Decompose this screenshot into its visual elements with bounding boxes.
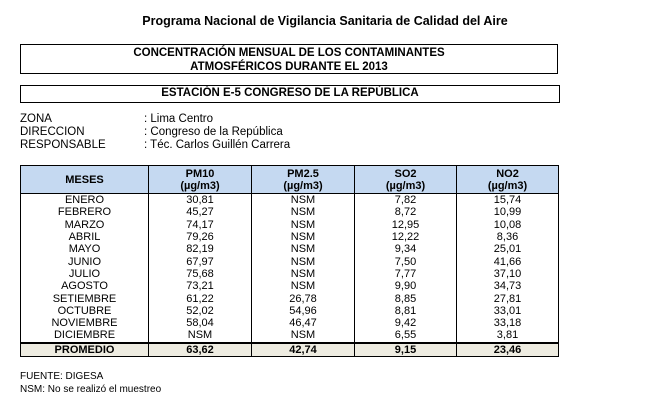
table-row	[21, 206, 559, 218]
cell-pm25: NSM	[252, 329, 355, 342]
cell-month: ABRIL	[21, 231, 149, 243]
cell-month: MAYO	[21, 243, 149, 255]
station-title: ESTACIÓN E-5 CONGRESO DE LA REPÚBLICA	[20, 85, 560, 103]
table-row	[21, 219, 559, 231]
cell-pm10: 58,04	[149, 317, 252, 329]
cell-pm10: 67,97	[149, 255, 252, 267]
cell-pm10: 73,21	[149, 280, 252, 292]
cell-month: FEBRERO	[21, 206, 149, 218]
table-row	[21, 292, 559, 304]
info-label: ZONA	[20, 113, 52, 125]
concentration-table	[20, 165, 559, 357]
info-value: : Téc. Carlos Guillén Carrera	[144, 139, 291, 151]
cell-pm10: 45,27	[149, 206, 252, 218]
footer-source: FUENTE: DIGESA	[20, 371, 104, 382]
info-row-zona	[20, 113, 290, 126]
cell-pm25: NSM	[252, 219, 355, 231]
cell-pm25: NSM	[252, 231, 355, 243]
cell-pm25: NSM	[252, 243, 355, 255]
cell-no2: 10,99	[457, 206, 559, 218]
report-title-box	[20, 44, 558, 74]
cell-month: DICIEMBRE	[21, 329, 149, 342]
table-total-row	[21, 343, 559, 357]
table-row	[21, 317, 559, 329]
table-row	[21, 231, 559, 243]
header-pm25: PM2.5 (µg/m3)	[252, 166, 355, 194]
cell-month: OCTUBRE	[21, 305, 149, 317]
table-row	[21, 280, 559, 292]
cell-no2: 37,10	[457, 268, 559, 280]
cell-month: JULIO	[21, 268, 149, 280]
footer-note: NSM: No se realizó el muestreo	[20, 384, 162, 395]
cell-month: SETIEMBRE	[21, 292, 149, 304]
cell-pm10: 74,17	[149, 219, 252, 231]
total-pm10: 63,62	[149, 343, 252, 357]
report-title-line1: CONCENTRACIÓN MENSUAL DE LOS CONTAMINANTES	[133, 47, 445, 59]
cell-so2: 9,90	[355, 280, 457, 292]
info-label: RESPONSABLE	[20, 139, 106, 151]
cell-no2: 25,01	[457, 243, 559, 255]
cell-pm10: 30,81	[149, 194, 252, 207]
cell-month: JUNIO	[21, 255, 149, 267]
total-no2: 23,46	[457, 343, 559, 357]
cell-pm25: NSM	[252, 206, 355, 218]
total-month: PROMEDIO	[21, 343, 149, 357]
cell-month: MARZO	[21, 219, 149, 231]
cell-so2: 12,95	[355, 219, 457, 231]
cell-no2: 15,74	[457, 194, 559, 207]
table-row	[21, 194, 559, 207]
header-no2: NO2 (µg/m3)	[457, 166, 559, 194]
cell-pm25: 46,47	[252, 317, 355, 329]
cell-no2: 10,08	[457, 219, 559, 231]
report-title-line2: ATMOSFÉRICOS DURANTE EL 2013	[190, 61, 388, 73]
total-pm25: 42,74	[252, 343, 355, 357]
cell-pm25: 26,78	[252, 292, 355, 304]
cell-pm10: 52,02	[149, 305, 252, 317]
station-info	[20, 113, 290, 152]
cell-pm10: 61,22	[149, 292, 252, 304]
cell-so2: 9,34	[355, 243, 457, 255]
info-row-responsable	[20, 139, 290, 152]
cell-no2: 3,81	[457, 329, 559, 342]
info-value: : Congreso de la República	[144, 126, 283, 138]
cell-so2: 8,72	[355, 206, 457, 218]
info-row-direccion	[20, 126, 290, 139]
cell-month: ENERO	[21, 194, 149, 207]
cell-pm10: 82,19	[149, 243, 252, 255]
cell-so2: 7,82	[355, 194, 457, 207]
cell-pm25: 54,96	[252, 305, 355, 317]
cell-pm25: NSM	[252, 268, 355, 280]
cell-so2: 12,22	[355, 231, 457, 243]
program-title: Programa Nacional de Vigilancia Sanitaria de Calidad del Aire	[142, 14, 508, 28]
table-row	[21, 243, 559, 255]
cell-no2: 34,73	[457, 280, 559, 292]
info-label: DIRECCION	[20, 126, 85, 138]
cell-so2: 8,81	[355, 305, 457, 317]
info-value: : Lima Centro	[144, 113, 214, 125]
table-row	[21, 305, 559, 317]
cell-no2: 33,18	[457, 317, 559, 329]
cell-month: NOVIEMBRE	[21, 317, 149, 329]
cell-no2: 41,66	[457, 255, 559, 267]
table-row	[21, 255, 559, 267]
cell-pm10: NSM	[149, 329, 252, 342]
cell-so2: 8,85	[355, 292, 457, 304]
header-pm10: PM10 (µg/m3)	[149, 166, 252, 194]
cell-pm25: NSM	[252, 280, 355, 292]
table-row	[21, 329, 559, 342]
cell-pm25: NSM	[252, 194, 355, 207]
cell-no2: 27,81	[457, 292, 559, 304]
table-header-row	[21, 166, 559, 194]
cell-pm10: 75,68	[149, 268, 252, 280]
cell-pm10: 79,26	[149, 231, 252, 243]
cell-so2: 6,55	[355, 329, 457, 342]
cell-pm25: NSM	[252, 255, 355, 267]
total-so2: 9,15	[355, 343, 457, 357]
cell-no2: 33,01	[457, 305, 559, 317]
header-meses: MESES	[21, 166, 149, 194]
cell-no2: 8,36	[457, 231, 559, 243]
cell-month: AGOSTO	[21, 280, 149, 292]
cell-so2: 7,50	[355, 255, 457, 267]
cell-so2: 7,77	[355, 268, 457, 280]
header-so2: SO2 (µg/m3)	[355, 166, 457, 194]
cell-so2: 9,42	[355, 317, 457, 329]
table-row	[21, 268, 559, 280]
